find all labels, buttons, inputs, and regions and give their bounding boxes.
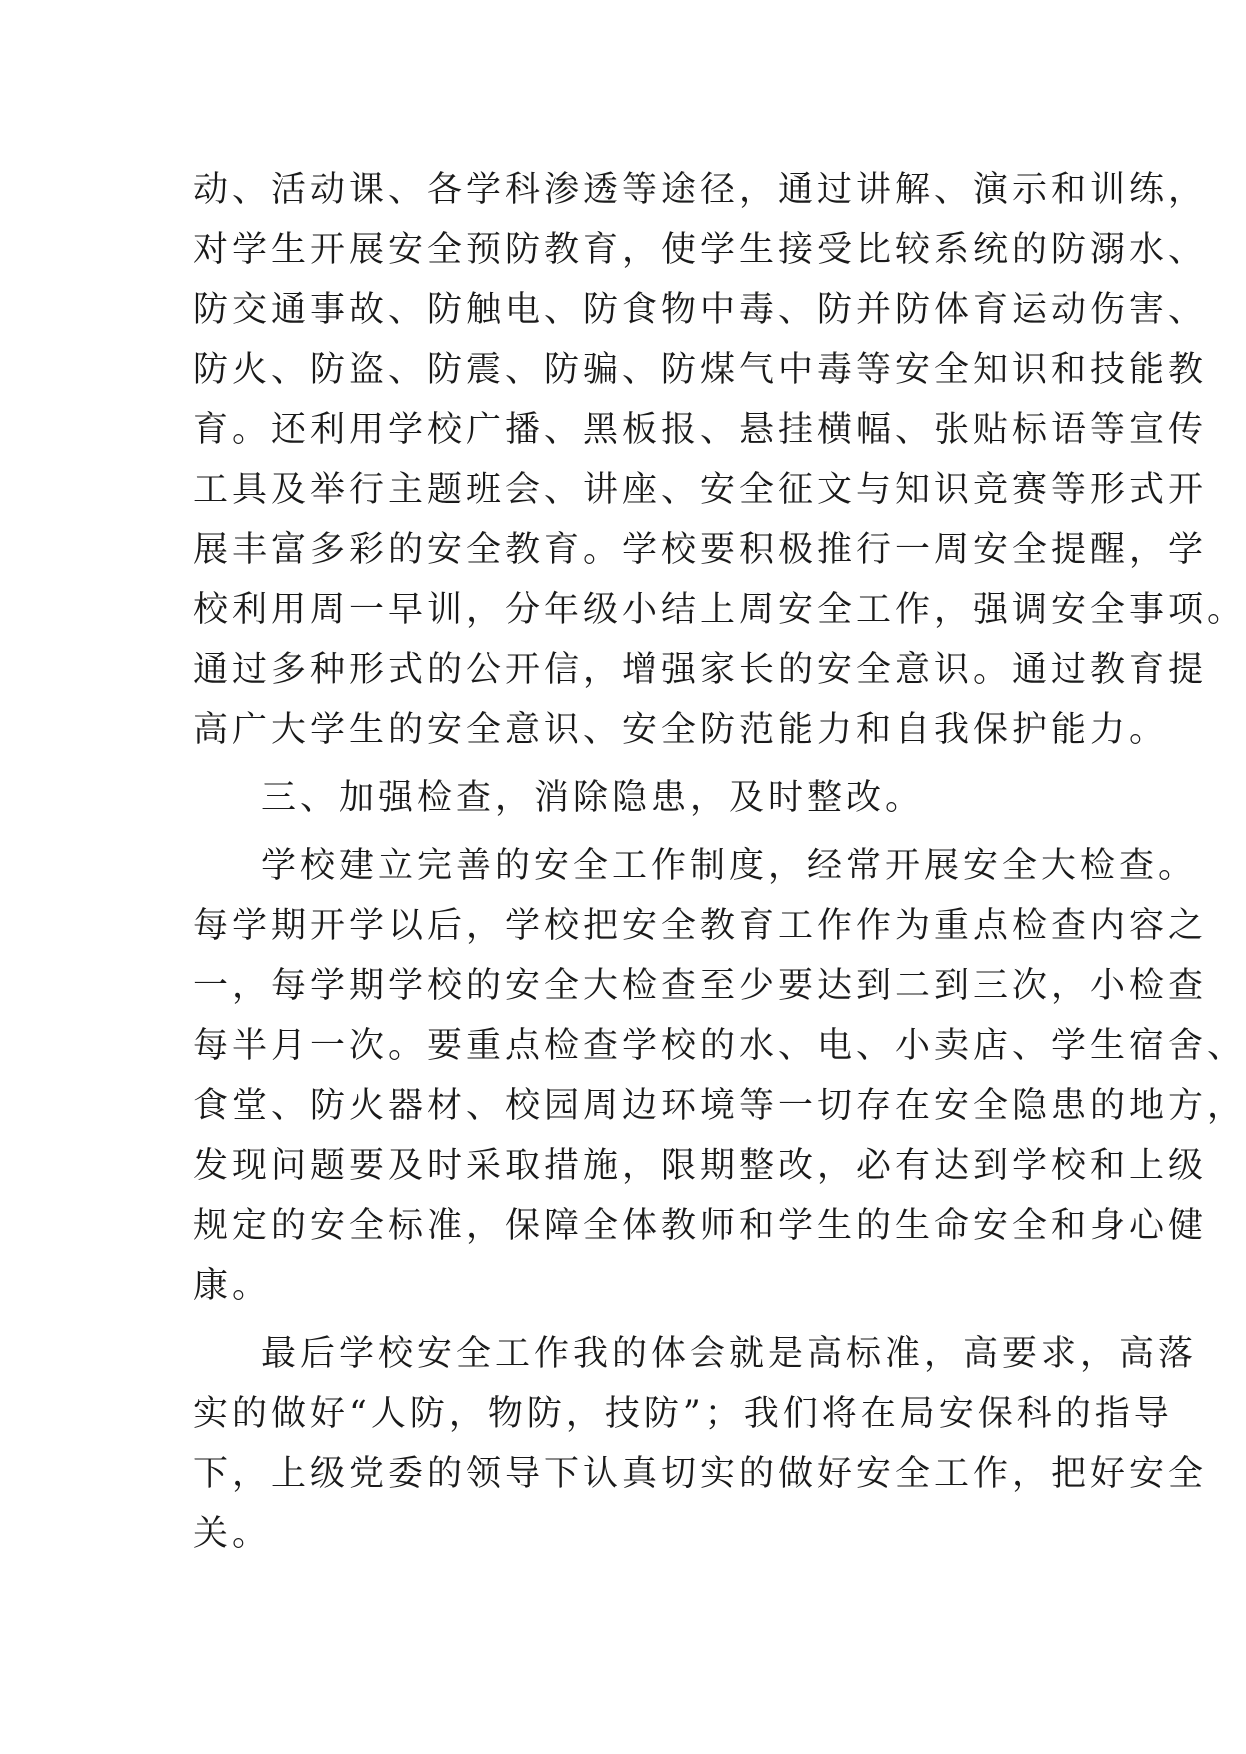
text-line: 工具及举行主题班会、讲座、安全征文与知识竞赛等形式开 [193,470,1208,510]
text-line: 校利用周一早训，分年级小结上周安全工作，强调安全事项。 [193,590,1246,630]
text-line: 动、活动课、各学科渗透等途径，通过讲解、演示和训练， [193,170,1208,210]
text-line: 通过多种形式的公开信，增强家长的安全意识。通过教育提 [193,650,1208,690]
text-line: 每学期开学以后，学校把安全教育工作作为重点检查内容之 [193,906,1208,946]
text-line: 对学生开展安全预防教育，使学生接受比较系统的防溺水、 [193,230,1208,270]
text-line: 关。 [193,1514,272,1554]
text-line: 高广大学生的安全意识、安全防范能力和自我保护能力。 [193,710,1169,750]
text-line: 防交通事故、防触电、防食物中毒、防并防体育运动伤害、 [193,290,1208,330]
text-line: 学校建立完善的安全工作制度，经常开展安全大检查。 [261,846,1198,886]
section-heading: 三、加强检查，消除隐患，及时整改。 [261,778,925,818]
text-line: 下，上级党委的领导下认真切实的做好安全工作，把好安全 [193,1454,1208,1494]
body-text [193,160,1246,1564]
text-line: 每半月一次。要重点检查学校的水、电、小卖店、学生宿舍、 [193,1026,1246,1066]
text-line: 规定的安全标准，保障全体教师和学生的生命安全和身心健 [193,1206,1208,1246]
text-line: 一，每学期学校的安全大检查至少要达到二到三次，小检查 [193,966,1208,1006]
text-line: 实的做好“人防，物防，技防”；我们将在局安保科的指导 [193,1394,1173,1434]
text-line: 最后学校安全工作我的体会就是高标准，高要求，高落 [261,1334,1198,1374]
text-line: 展丰富多彩的安全教育。学校要积极推行一周安全提醒，学 [193,530,1208,570]
text-line: 育。还利用学校广播、黑板报、悬挂横幅、张贴标语等宣传 [193,410,1208,450]
text-line: 发现问题要及时采取措施，限期整改，必有达到学校和上级 [193,1146,1208,1186]
text-line: 食堂、防火器材、校园周边环境等一切存在安全隐患的地方， [193,1086,1246,1126]
text-line: 康。 [193,1266,272,1306]
text-line: 防火、防盗、防震、防骗、防煤气中毒等安全知识和技能教 [193,350,1208,390]
